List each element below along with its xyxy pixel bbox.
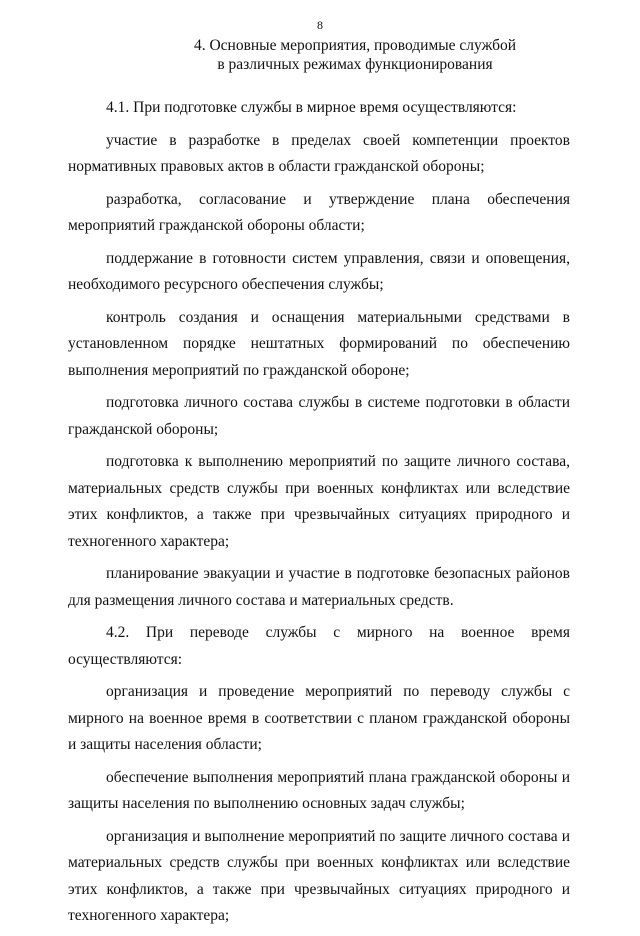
- document-body: [68, 95, 570, 936]
- paragraph-item: организация и выполнение мероприятий по защите личного состава и материальных средств службы при военных конфликтах или вследствие этих конфликтов, а также при чрезвычайных ситуациях природного и техногенного характера;: [68, 827, 570, 924]
- paragraph-item: обеспечение выполнения мероприятий плана гражданской обороны и защиты населения по выполнению основных задач службы;: [68, 768, 570, 812]
- section-heading: [60, 36, 640, 74]
- paragraph-item: участие в разработке в пределах своей компетенции проектов нормативных правовых актов в области гражданской обороны;: [68, 131, 570, 175]
- paragraph-4-2-intro: 4.2. При переводе службы с мирного на военное время осуществляются:: [68, 624, 570, 668]
- paragraph-4-1-intro: 4.1. При подготовке службы в мирное время осуществляются:: [106, 99, 517, 116]
- paragraph-item: планирование эвакуации и участие в подготовке безопасных районов для размещения личного состава и материальных средств.: [68, 565, 570, 609]
- section-heading-line-2: в различных режимах функционирования: [217, 56, 493, 73]
- paragraph-item: поддержание в готовности систем управления, связи и оповещения, необходимого ресурсного обеспечения службы;: [68, 249, 570, 293]
- section-heading-line-1: 4. Основные мероприятия, проводимые службой: [193, 37, 517, 54]
- page-number: 8: [317, 18, 323, 32]
- paragraph-item: подготовка личного состава службы в системе подготовки в области гражданской обороны;: [68, 394, 570, 438]
- paragraph-item: контроль создания и оснащения материальными средствами в установленном порядке нештатных формирований по обеспечению выполнения мероприятий по гражданской обороне;: [68, 308, 570, 379]
- paragraph-item: подготовка к выполнению мероприятий по защите личного состава, материальных средств службы при военных конфликтах или вследствие этих конфликтов, а также при чрезвычайных ситуациях природного и техногенного характера;: [68, 453, 570, 550]
- paragraph-item: разработка, согласование и утверждение плана обеспечения мероприятий гражданской обороны области;: [68, 190, 570, 234]
- paragraph-item: организация и проведение мероприятий по переводу службы с мирного на военное время в соответствии с планом гражданской обороны и защиты населения области;: [68, 683, 570, 753]
